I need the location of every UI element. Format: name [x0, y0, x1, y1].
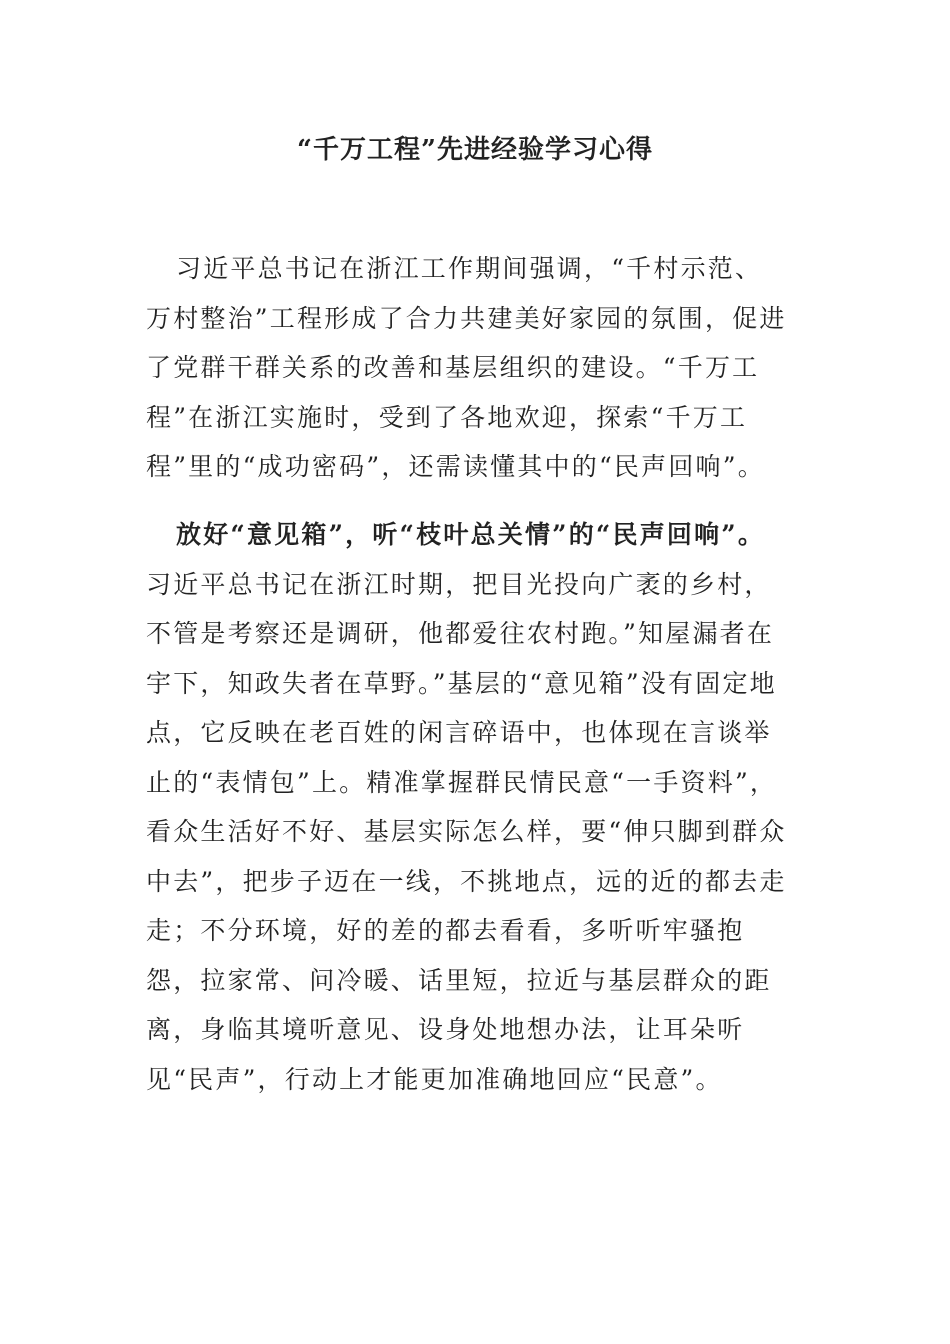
document-title: “千万工程”先进经验学习心得 [297, 135, 653, 165]
paragraph-intro: 习近平总书记在浙江工作期间强调，“千村示范、万村整治”工程形成了合力共建美好家园的氛围，促进了党群干群关系的改善和基层组织的建设。“千万工程”在浙江实施时，受到了各地欢迎，探索“千万工程”里的“成功密码”，还需读懂其中的“民声回响”。 [146, 254, 787, 481]
paragraph-lead-heading: 放好“意见箱”，听“枝叶总关情”的“民声回响”。 [176, 520, 766, 549]
paragraph-body: 习近平总书记在浙江时期，把目光投向广袤的乡村，不管是考察还是调研，他都爱往农村跑。”知屋漏者在宇下，知政失者在草野。”基层的“意见箱”没有固定地点，它反映在老百姓的闲言碎语中，也体现在言谈举止的“表情包”上。精准掌握群民情民意“一手资料”，看众生活好不好、基层实际怎么样，要“伸只脚到群众中去”，把步子迈在一线，不挑地点，远的近的都去走走；不分环境，好的差的都去看看，多听听牢骚抱怨，拉家常、问冷暖、话里短，拉近与基层群众的距离，身临其境听意见、设身处地想办法，让耳朵听见“民声”，行动上才能更加准确地回应“民意”。 [146, 569, 787, 1094]
paragraph-opinion-box [146, 510, 788, 1104]
